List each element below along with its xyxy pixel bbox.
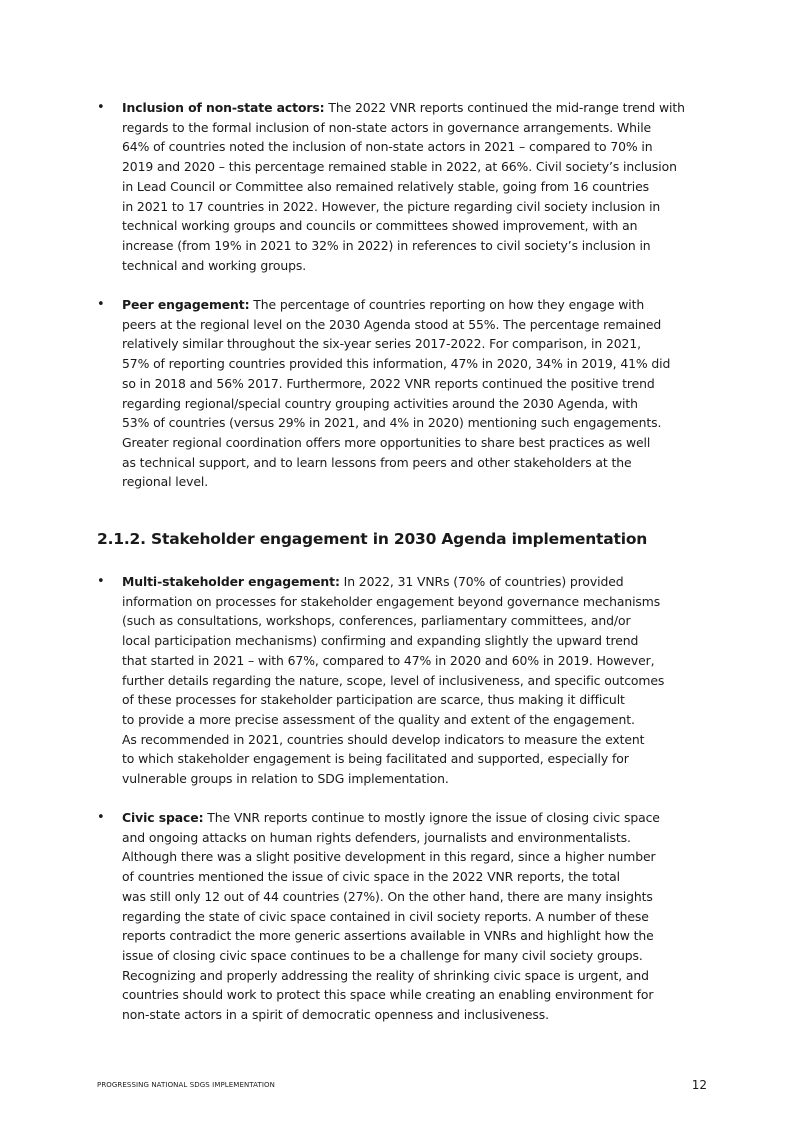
- paragraph-line: that started in 2021 – with 67%, compared to 47% in 2020 and 60% in 2019. However,: [122, 652, 655, 668]
- bullet-icon: •: [97, 100, 105, 115]
- paragraph-line: 64% of countries noted the inclusion of non-state actors in 2021 – compared to 70% in: [122, 139, 653, 155]
- bullet-icon: •: [97, 574, 105, 589]
- bullet-text: The 2022 VNR reports continued the mid-range trend with: [324, 100, 685, 115]
- bullet-label: Civic space:: [122, 810, 204, 825]
- paragraph-line: [122, 572, 717, 592]
- paragraph-line: technical and working groups.: [122, 257, 307, 273]
- paragraph-line: so in 2018 and 56% 2017. Furthermore, 2022 VNR reports continued the positive trend: [122, 375, 655, 391]
- paragraph-line: information on processes for stakeholder engagement beyond governance mechanisms: [122, 593, 661, 609]
- bullet-icon: •: [97, 810, 105, 825]
- bullet-civic-space: [97, 808, 717, 1025]
- bullet-inclusion-non-state-actors: [97, 98, 717, 275]
- paragraph-line: regarding regional/special country grouping activities around the 2030 Agenda, with: [122, 395, 638, 411]
- paragraph-line: peers at the regional level on the 2030 Agenda stood at 55%. The percentage remained: [122, 316, 662, 332]
- paragraph-line: increase (from 19% in 2021 to 32% in 2022) in references to civil society’s inclusion in: [122, 237, 651, 253]
- bullet-label: Peer engagement:: [122, 297, 250, 312]
- paragraph-line: regional level.: [122, 474, 209, 490]
- paragraph-line: and ongoing attacks on human rights defenders, journalists and environmentalists.: [122, 829, 631, 845]
- paragraph-line: issue of closing civic space continues to be a challenge for many civil society groups.: [122, 947, 643, 963]
- paragraph-line: regards to the formal inclusion of non-state actors in governance arrangements. While: [122, 119, 652, 135]
- paragraph-line: countries should work to protect this space while creating an enabling environment for: [122, 987, 654, 1003]
- paragraph-line: regarding the state of civic space contained in civil society reports. A number of these: [122, 908, 649, 924]
- paragraph-line: further details regarding the nature, scope, level of inclusiveness, and specific outcomes: [122, 672, 665, 688]
- paragraph-line: relatively similar throughout the six-year series 2017-2022. For comparison, in 2021,: [122, 336, 641, 352]
- paragraph-line: 57% of reporting countries provided this information, 47% in 2020, 34% in 2019, 41% did: [122, 356, 671, 372]
- paragraph-line: of countries mentioned the issue of civic space in the 2022 VNR reports, the total: [122, 869, 620, 885]
- paragraph-line: to provide a more precise assessment of the quality and extent of the engagement.: [122, 711, 635, 727]
- bullet-label: Inclusion of non-state actors:: [122, 100, 325, 115]
- paragraph-line: in 2021 to 17 countries in 2022. However, the picture regarding civil society inclusion in: [122, 198, 661, 214]
- section-heading: 2.1.2. Stakeholder engagement in 2030 Agenda implementation: [97, 530, 648, 548]
- paragraph-line: Recognizing and properly addressing the reality of shrinking civic space is urgent, and: [122, 967, 649, 983]
- bullet-icon: •: [97, 297, 105, 312]
- bullet-text: The VNR reports continue to mostly ignore the issue of closing civic space: [203, 810, 660, 825]
- paragraph-line: reports contradict the more generic assertions available in VNRs and highlight how the: [122, 928, 654, 944]
- paragraph-line: [122, 98, 717, 118]
- paragraph-line: As recommended in 2021, countries should develop indicators to measure the extent: [122, 731, 645, 747]
- paragraph-line: Greater regional coordination offers more opportunities to share best practices as well: [122, 434, 651, 450]
- paragraph-line: was still only 12 out of 44 countries (27%). On the other hand, there are many insights: [122, 888, 653, 904]
- paragraph-line: [122, 808, 717, 828]
- paragraph-line: (such as consultations, workshops, conferences, parliamentary committees, and/or: [122, 613, 631, 629]
- bullet-multi-stakeholder-engagement: [97, 572, 717, 789]
- paragraph-line: Although there was a slight positive development in this regard, since a higher number: [122, 849, 656, 865]
- footer-title: PROGRESSING NATIONAL SDGS IMPLEMENTATION: [97, 1081, 275, 1089]
- bullet-peer-engagement: [97, 295, 717, 492]
- paragraph-line: to which stakeholder engagement is being facilitated and supported, especially for: [122, 751, 629, 767]
- bullet-label: Multi-stakeholder engagement:: [122, 574, 340, 589]
- paragraph-line: as technical support, and to learn lessons from peers and other stakeholders at the: [122, 454, 632, 470]
- paragraph-line: non-state actors in a spirit of democratic openness and inclusiveness.: [122, 1007, 549, 1023]
- paragraph-line: 2019 and 2020 – this percentage remained stable in 2022, at 66%. Civil society’s inclusion: [122, 159, 677, 175]
- paragraph-line: in Lead Council or Committee also remained relatively stable, going from 16 countries: [122, 178, 649, 194]
- paragraph-line: vulnerable groups in relation to SDG implementation.: [122, 771, 449, 787]
- paragraph-line: technical working groups and councils or committees showed improvement, with an: [122, 218, 638, 234]
- paragraph-line: [122, 295, 717, 315]
- bullet-text: The percentage of countries reporting on how they engage with: [249, 297, 645, 312]
- bullet-text: In 2022, 31 VNRs (70% of countries) provided: [339, 574, 624, 589]
- paragraph-line: local participation mechanisms) confirming and expanding slightly the upward trend: [122, 633, 639, 649]
- page-number: 12: [691, 1078, 707, 1092]
- paragraph-line: 53% of countries (versus 29% in 2021, and 4% in 2020) mentioning such engagements.: [122, 415, 662, 431]
- paragraph-line: of these processes for stakeholder participation are scarce, thus making it difficult: [122, 692, 625, 708]
